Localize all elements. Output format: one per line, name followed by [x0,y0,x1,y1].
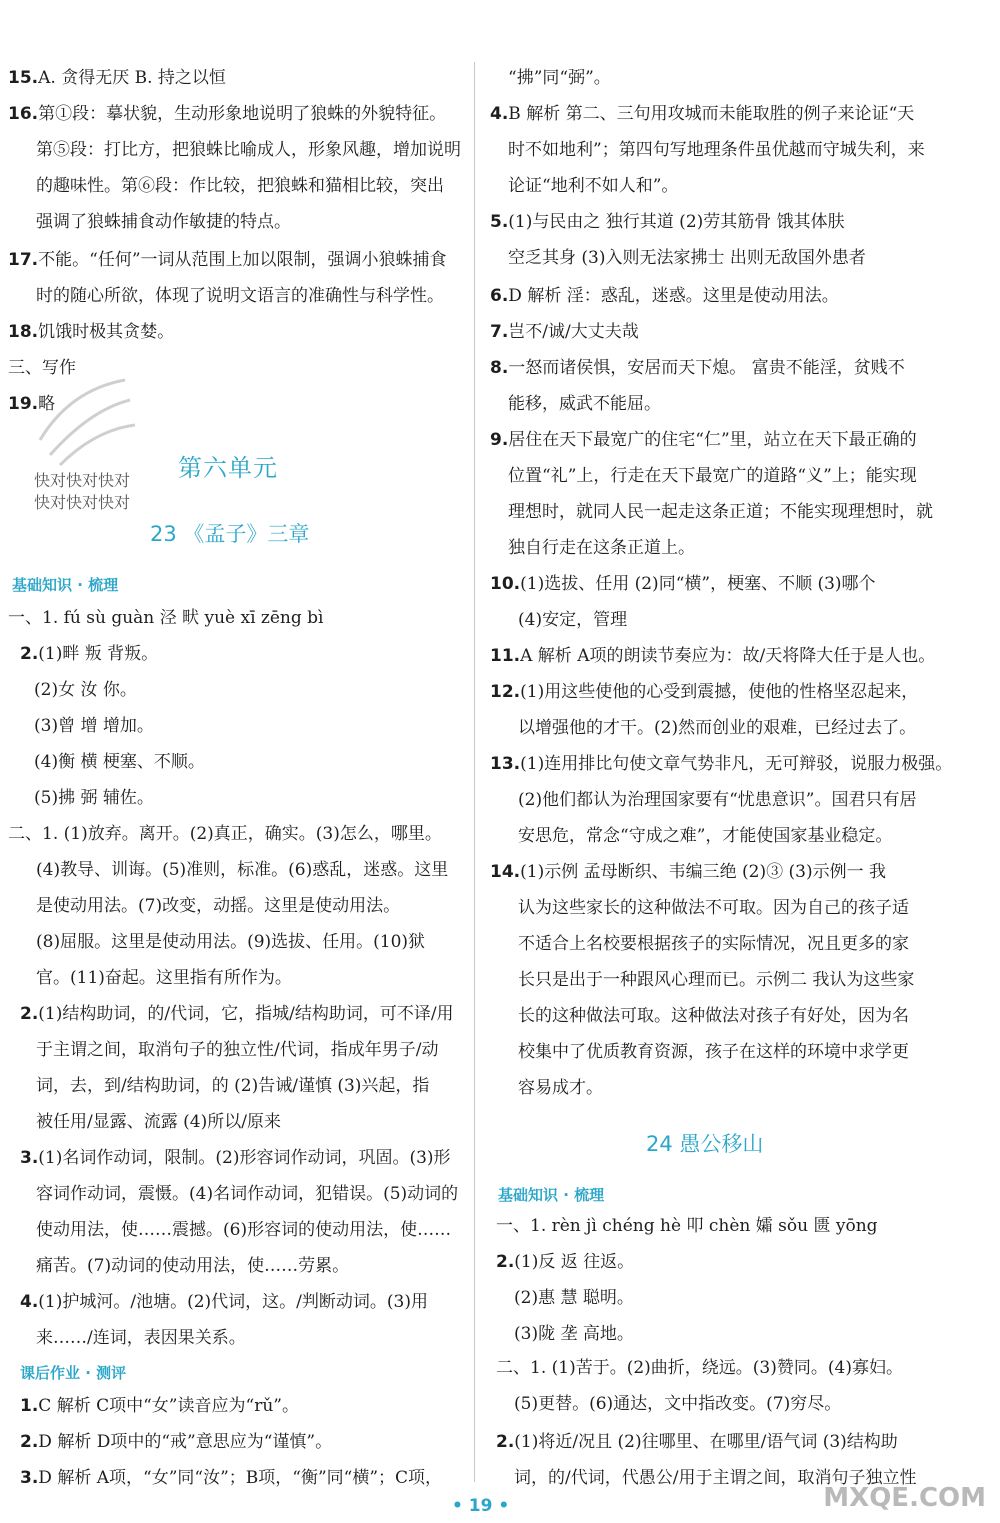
answer-line [36,176,444,196]
answer-line [20,1396,299,1416]
answer-text: 时的随心所欲，体现了说明文语言的准确性与科学性。 [36,286,444,306]
item-number: 2. [20,1432,39,1452]
watermark: MXQE.COM [823,1483,986,1513]
answer-line [8,322,174,342]
answer-text: 官。(11)奋起。这里指有所作为。 [36,968,292,988]
item-number: 11. [490,646,521,666]
answer-line [514,1288,634,1308]
answer-line [514,1394,841,1414]
item-number: 2. [20,644,39,664]
answer-line [36,212,291,232]
answer-text: 于主谓之间，取消句子的独立性/代词，指成年男子/动 [36,1040,439,1060]
answer-text: 容词作动词，震慑。(4)名词作动词，犯错误。(5)动词的 [36,1184,459,1204]
answer-text: 长只是出于一种跟风心理而已。示例二 我认为这些家 [518,970,915,990]
answer-line [518,826,892,846]
answer-line [508,248,866,268]
item-number: 10. [490,574,521,594]
item-number: 1. [20,1396,39,1416]
stamp-line-2: 快对快对快对 [34,493,131,512]
answer-text: D 解析 淫：惑乱，迷惑。这里是使动用法。 [508,286,839,306]
item-number: 4. [490,104,509,124]
answer-line [36,896,400,916]
answer-line [20,644,158,664]
pen-scribble-icon [30,370,140,480]
answer-text: (1)结构助词，的/代词，它，指城/结构助词，可不译/用 [38,1004,454,1024]
answer-text: 独自行走在这条正道上。 [508,538,695,558]
answer-text: 不能。“任何”一词从范围上加以限制，强调小狼蛛捕食 [38,250,447,270]
answer-text: 位置“礼”上，行走在天下最宽广的道路“义”上；能实现 [508,466,917,486]
answer-line [36,140,461,160]
answer-text: 理想时，就同人民一起走这条正道；不能实现理想时，就 [508,502,933,522]
answer-line [36,1184,458,1204]
answer-line [8,394,55,414]
answer-text: 一怒而诸侯惧，安居而天下熄。 富贵不能淫，贫贱不 [508,358,905,378]
answer-text: 略 [38,394,56,414]
answer-text: (8)屈服。这里是使动用法。(9)选拔、任用。(10)狱 [36,932,426,952]
answer-line [508,68,611,88]
item-number: 19. [8,394,39,414]
answer-line [8,250,447,270]
answer-text: (2)他们都认为治理国家要有“忧患意识”。国君只有居 [518,790,917,810]
item-number: 6. [490,286,509,306]
answer-text: (5)更替。(6)通达，文中指改变。(7)穷尽。 [514,1394,842,1414]
item-number: 8. [490,358,509,378]
answer-text: 能移，威武不能屈。 [508,394,661,414]
answer-line [36,860,448,880]
answer-text: (1)护城河。/池塘。(2)代词，这。/判断动词。(3)用 [38,1292,428,1312]
item-number: 9. [490,430,509,450]
section-basic-knowledge: 基础知识 · 梳理 [12,576,119,594]
answer-text: 强调了狼蛛捕食动作敏捷的特点。 [36,212,291,232]
answer-text: 以增强他的才干。(2)然而创业的艰难，已经过去了。 [518,718,917,738]
answer-line [20,1468,442,1488]
answer-text: (1)用这些使他的心受到震撼，使他的性格坚忍起来， [520,682,919,702]
answer-text: 二、1. (1)苦于。(2)曲折，绕远。(3)赞同。(4)寡妇。 [496,1358,903,1378]
answer-line [36,1220,451,1240]
answer-text: 安思危，常念“守成之难”，才能使国家基业稳定。 [518,826,893,846]
answer-text: (4)安定，管理 [518,610,628,630]
answer-text: (2)女 汝 你。 [34,680,137,700]
answer-text: 三、写作 [8,358,76,378]
lesson-title-24: 24 愚公移山 [646,1132,764,1156]
answer-text: 被任用/显露、流露 (4)所以/原来 [36,1112,281,1132]
item-number: 2. [496,1252,515,1272]
answer-line [514,1324,634,1344]
item-number: 15. [8,68,39,88]
answer-line [8,68,226,88]
answer-text: 不适合上名校要根据孩子的实际情况，况且更多的家 [518,934,909,954]
answer-line [490,574,876,594]
answer-line [518,1006,909,1026]
answer-text: (2)惠 慧 聪明。 [514,1288,634,1308]
item-number: 18. [8,322,39,342]
answer-line [36,932,425,952]
answer-text: (3)陇 垄 高地。 [514,1324,634,1344]
answer-line [490,212,845,232]
answer-line [490,430,917,450]
answer-text: B 解析 第二、三句用攻城而未能取胜的例子来论证“天 [508,104,915,124]
answer-text: D 解析 D项中的“戒”意思应为“谨慎”。 [38,1432,333,1452]
answer-line [496,1216,878,1236]
answer-text: (3)曾 增 增加。 [34,716,154,736]
item-number: 13. [490,754,521,774]
answer-text: 一、1. rèn jì chéng hè 叩 chèn 孀 sǒu 匮 yōng [496,1216,878,1236]
answer-text: (5)拂 弼 辅佐。 [34,788,154,808]
answer-line [490,104,914,124]
answer-text: (1)将近/况且 (2)往哪里、在哪里/语气词 (3)结构助 [514,1432,898,1452]
item-number: 7. [490,322,509,342]
answer-text: 居住在天下最宽广的住宅“仁”里，站立在天下最正确的 [508,430,917,450]
section-basic-knowledge-2: 基础知识 · 梳理 [498,1186,605,1204]
stamp-line-1: 快对快对快对 [34,471,131,490]
answer-line [518,898,909,918]
answer-text: (1)名词作动词，限制。(2)形容词作动词，巩固。(3)形 [38,1148,451,1168]
answer-text: 第⑤段：打比方，把狼蛛比喻成人，形象风趣，增加说明 [36,140,461,160]
answer-line [508,502,933,522]
column-divider [474,62,475,1482]
item-number: 2. [496,1432,515,1452]
answer-text: (1)与民由之 独行其道 (2)劳其筋骨 饿其体肤 [508,212,845,232]
answer-line [496,1432,898,1452]
answer-line [34,716,154,736]
answer-line [508,466,917,486]
answer-line [20,1292,428,1312]
answer-line [36,1076,429,1096]
answer-line [36,1040,438,1060]
answer-line [490,358,905,378]
answer-line [36,1256,349,1276]
answer-line [508,538,695,558]
answer-line [34,680,137,700]
answer-line [518,1042,909,1062]
item-number: 14. [490,862,521,882]
answer-text: 认为这些家长的这种做法不可取。因为自己的孩子适 [518,898,909,918]
answer-line [518,934,909,954]
answer-line [34,752,205,772]
answer-line [20,1148,451,1168]
item-number: 12. [490,682,521,702]
answer-text: D 解析 A项，“女”同“汝”；B项，“衡”同“横”；C项， [38,1468,443,1488]
answer-text: C 解析 C项中“女”读音应为“rǔ”。 [38,1396,299,1416]
answer-line [20,1004,454,1024]
answer-text: 词，去，到/结构助词，的 (2)告诫/谨慎 (3)兴起，指 [36,1076,430,1096]
answer-text: 校集中了优质教育资源，孩子在这样的环境中求学更 [518,1042,909,1062]
answer-text: A. 贪得无厌 B. 持之以恒 [38,68,226,88]
item-number: 5. [490,212,509,232]
unit-title: 第六单元 [178,454,278,482]
item-number: 3. [20,1468,39,1488]
answer-line [490,682,918,702]
answer-text: (1)连用排比句使文章气势非凡，无可辩驳，说服力极强。 [520,754,953,774]
answer-text: (1)示例 孟母断织、韦编三绝 (2)③ (3)示例一 我 [520,862,886,882]
item-number: 4. [20,1292,39,1312]
section-homework: 课后作业 · 测评 [20,1364,127,1382]
answer-text: 词，的/代词，代愚公/用于主谓之间，取消句子独立性 [514,1468,917,1488]
answer-text: 论证“地利不如人和”。 [508,176,679,196]
answer-line [20,1432,332,1452]
answer-text: 一、1. fú sù guàn 泾 畎 yuè xī zēng bì [8,608,324,628]
answer-line [490,322,639,342]
answer-text: “拂”同“弼”。 [508,68,611,88]
answer-line [36,968,292,988]
answer-text: 使动用法，使……震撼。(6)形容词的使动用法，使…… [36,1220,452,1240]
answer-line [490,646,935,666]
answer-line [508,394,661,414]
answer-text: 来……/连词，表因果关系。 [36,1328,246,1348]
answer-line [518,970,914,990]
answer-line [8,608,324,628]
answer-line [518,610,627,630]
item-number: 16. [8,104,39,124]
answer-line [36,1112,281,1132]
answer-text: 饥饿时极其贪婪。 [38,322,175,342]
answer-line [518,718,916,738]
lesson-title-23: 23 《孟子》三章 [150,522,310,546]
answer-text: (1)畔 叛 背叛。 [38,644,159,664]
answer-line [496,1252,634,1272]
answer-text: (4)教导、训诲。(5)准则，标准。(6)惑乱，迷惑。这里 [36,860,449,880]
answer-line [36,1328,246,1348]
answer-line [490,754,952,774]
answer-line [8,104,446,124]
answer-line [8,824,442,844]
item-number: 3. [20,1148,39,1168]
answer-text: 空乏其身 (3)入则无法家拂士 出则无敌国外患者 [508,248,866,268]
item-number: 2. [20,1004,39,1024]
answer-text: 二、1. (1)放弃。离开。(2)真正，确实。(3)怎么，哪里。 [8,824,442,844]
answer-text: 的趣味性。第⑥段：作比较，把狼蛛和猫相比较，突出 [36,176,444,196]
page-number: • 19 • [452,1496,510,1516]
answer-text: (1)选拔、任用 (2)同“横”，梗塞、不顺 (3)哪个 [520,574,876,594]
answer-line [34,788,154,808]
answer-line [490,286,839,306]
answer-text: 时不如地利”；第四句写地理条件虽优越而守城失利，来 [508,140,925,160]
answer-text: A 解析 A项的朗读节奏应为：故/天将降大任于是人也。 [520,646,936,666]
answer-line [518,1078,603,1098]
answer-line [518,790,916,810]
answer-line [496,1358,903,1378]
answer-text: (1)反 返 往返。 [514,1252,635,1272]
answer-text: 岂不/诚/大丈夫哉 [508,322,639,342]
answer-line [490,862,886,882]
answer-line [8,358,76,378]
answer-text: 容易成才。 [518,1078,603,1098]
answer-line [36,286,444,306]
answer-text: 痛苦。(7)动词的使动用法，使……劳累。 [36,1256,350,1276]
answer-line [508,140,925,160]
answer-line [508,176,678,196]
answer-text: (4)衡 横 梗塞、不顺。 [34,752,205,772]
answer-text: 长的这种做法可取。这种做法对孩子有好处，因为名 [518,1006,909,1026]
item-number: 17. [8,250,39,270]
answer-text: 第①段：摹状貌，生动形象地说明了狼蛛的外貌特征。 [38,104,447,124]
answer-text: 是使动用法。(7)改变，动摇。这里是使动用法。 [36,896,401,916]
